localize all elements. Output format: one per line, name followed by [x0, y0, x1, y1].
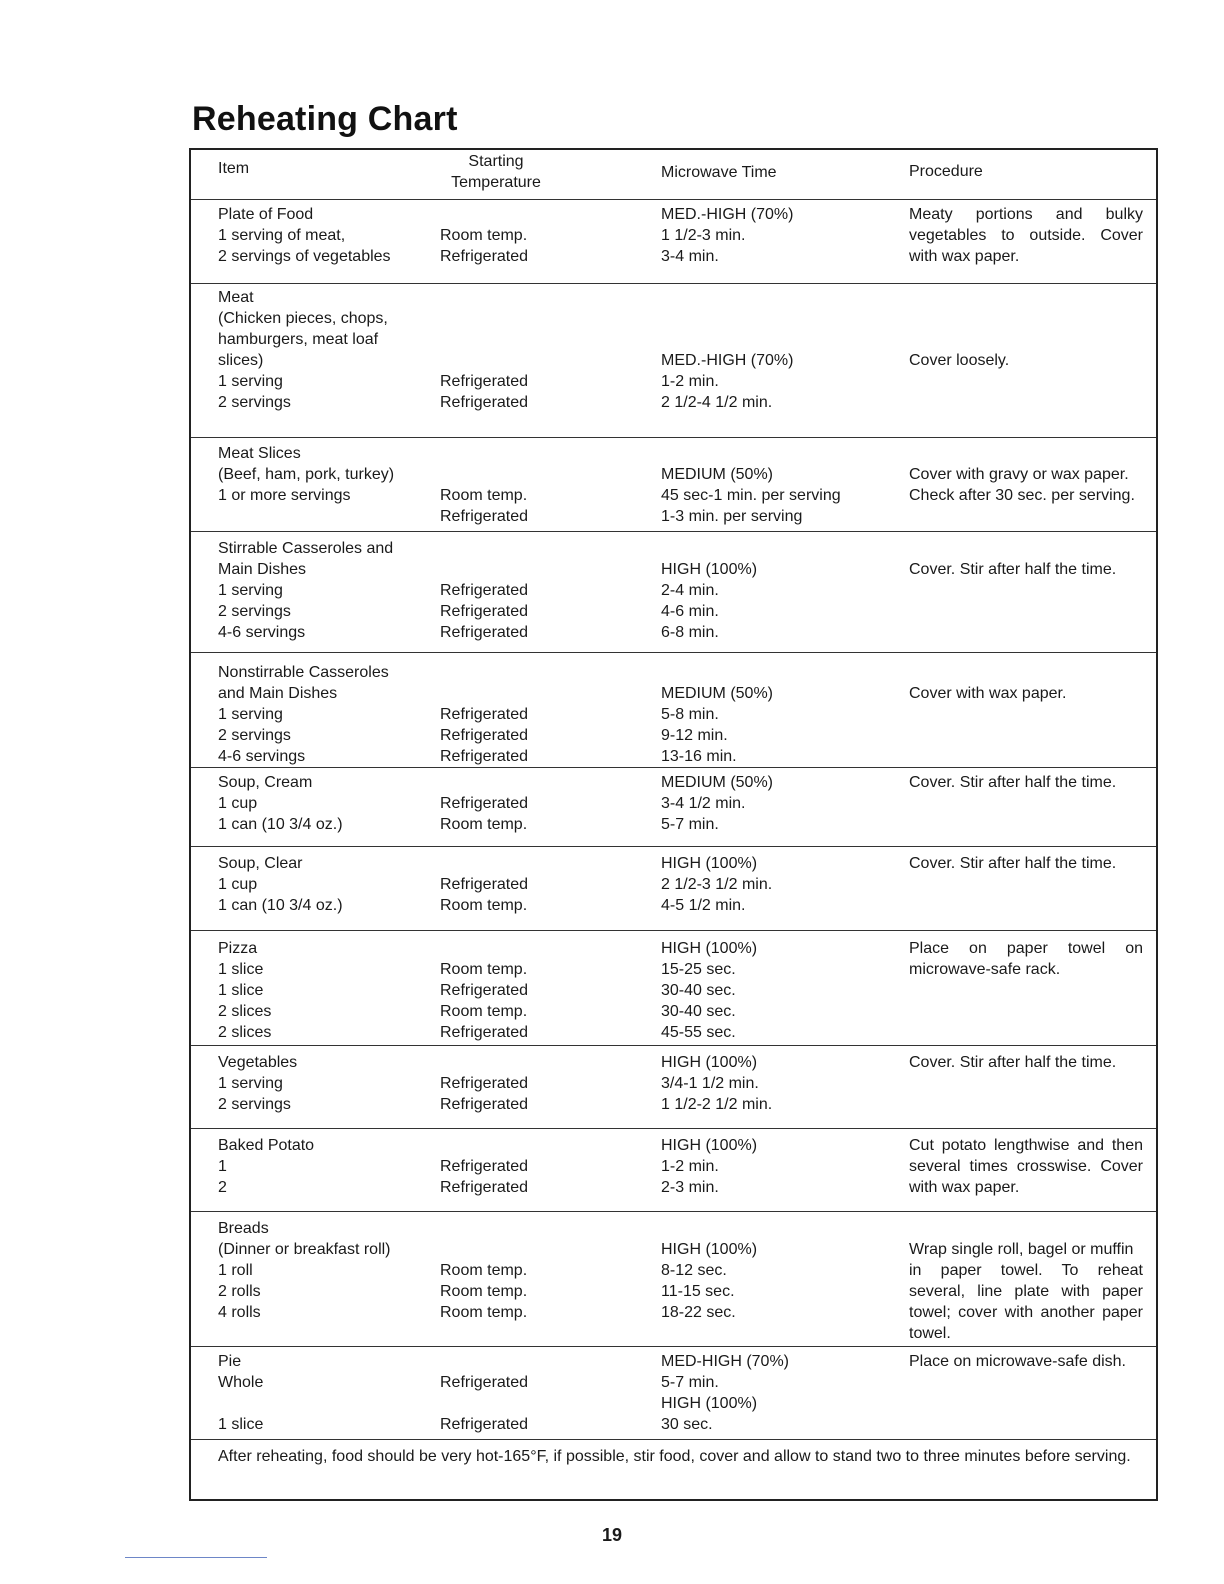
cell-time: 3-4 1/2 min.	[661, 795, 746, 812]
cell-procedure: towel; cover with another paper	[909, 1304, 1143, 1321]
cell-item: 1	[218, 1158, 227, 1175]
cell-temperature: Refrigerated	[440, 1024, 529, 1041]
cell-item: Meat	[218, 289, 254, 306]
cell-temperature: Refrigerated	[440, 748, 529, 765]
table-section	[191, 283, 1156, 438]
cell-procedure: Meaty portions and bulky	[909, 206, 1143, 223]
cell-item: 4-6 servings	[218, 748, 306, 765]
table-section	[191, 1128, 1156, 1212]
table-header	[191, 150, 1156, 199]
cell-time: MEDIUM (50%)	[661, 774, 774, 791]
cell-temperature: Refrigerated	[440, 1179, 529, 1196]
cell-time: 1 1/2-3 min.	[661, 227, 746, 244]
cell-time: HIGH (100%)	[661, 1054, 758, 1071]
cell-procedure: with wax paper.	[909, 248, 1020, 265]
cell-time: 30 sec.	[661, 1416, 713, 1433]
cell-temperature: Refrigerated	[440, 603, 529, 620]
cell-temperature: Refrigerated	[440, 373, 529, 390]
table-section	[191, 1211, 1156, 1347]
cell-item: 1 slice	[218, 1416, 264, 1433]
cell-item: 1 serving	[218, 373, 283, 390]
cell-procedure: Cover with wax paper.	[909, 685, 1067, 702]
cell-item: 1 can (10 3/4 oz.)	[218, 897, 343, 914]
cell-item: 2 servings of vegetables	[218, 248, 391, 265]
margin-rule	[125, 1557, 267, 1558]
cell-procedure: Cut potato lengthwise and then	[909, 1137, 1143, 1154]
table-section	[191, 1045, 1156, 1129]
header-time: Microwave Time	[661, 164, 777, 181]
cell-time: 2-3 min.	[661, 1179, 719, 1196]
cell-item: Pizza	[218, 940, 258, 957]
cell-item: 2 slices	[218, 1024, 272, 1041]
cell-item: Main Dishes	[218, 561, 307, 578]
cell-item: and Main Dishes	[218, 685, 338, 702]
cell-time: MED-HIGH (70%)	[661, 1353, 790, 1370]
cell-temperature: Refrigerated	[440, 582, 529, 599]
cell-item: 1 serving of meat,	[218, 227, 346, 244]
cell-time: MEDIUM (50%)	[661, 685, 774, 702]
cell-procedure: vegetables to outside. Cover	[909, 227, 1143, 244]
cell-time: MED.-HIGH (70%)	[661, 206, 794, 223]
cell-procedure: with wax paper.	[909, 1179, 1020, 1196]
header-temp-line1: Starting	[468, 153, 524, 170]
cell-item: 1 serving	[218, 1075, 283, 1092]
cell-temperature: Refrigerated	[440, 1374, 529, 1391]
cell-procedure: Check after 30 sec. per serving.	[909, 487, 1135, 504]
cell-time: 15-25 sec.	[661, 961, 736, 978]
cell-temperature: Refrigerated	[440, 624, 529, 641]
cell-item: 1 slice	[218, 961, 264, 978]
cell-item: 1 slice	[218, 982, 264, 999]
cell-item: (Dinner or breakfast roll)	[218, 1241, 391, 1258]
cell-time: 11-15 sec.	[661, 1283, 735, 1300]
cell-item: Soup, Cream	[218, 774, 313, 791]
cell-time: 18-22 sec.	[661, 1304, 736, 1321]
table-section	[191, 846, 1156, 931]
cell-time: 3-4 min.	[661, 248, 719, 265]
cell-time: 5-7 min.	[661, 1374, 719, 1391]
cell-temperature: Refrigerated	[440, 1075, 529, 1092]
cell-temperature: Refrigerated	[440, 394, 529, 411]
cell-time: HIGH (100%)	[661, 1395, 758, 1412]
cell-temperature: Refrigerated	[440, 795, 529, 812]
cell-temperature: Room temp.	[440, 227, 528, 244]
cell-procedure: Wrap single roll, bagel or muffin	[909, 1241, 1134, 1258]
cell-time: 1-2 min.	[661, 373, 719, 390]
cell-item: 1 serving	[218, 706, 283, 723]
cell-procedure: microwave-safe rack.	[909, 961, 1061, 978]
cell-temperature: Refrigerated	[440, 706, 529, 723]
cell-time: 6-8 min.	[661, 624, 719, 641]
cell-item: (Chicken pieces, chops,	[218, 310, 388, 327]
cell-item: 1 cup	[218, 876, 258, 893]
table-section	[191, 531, 1156, 653]
table-section	[191, 1346, 1156, 1440]
cell-procedure: Cover with gravy or wax paper.	[909, 466, 1129, 483]
cell-item: Meat Slices	[218, 445, 301, 462]
cell-item: 2 slices	[218, 1003, 272, 1020]
cell-temperature: Refrigerated	[440, 1096, 529, 1113]
cell-item: 1 cup	[218, 795, 258, 812]
cell-item: 4 rolls	[218, 1304, 261, 1321]
reheating-chart-table	[189, 148, 1158, 1501]
header-item: Item	[218, 160, 250, 177]
cell-procedure: Place on microwave-safe dish.	[909, 1353, 1126, 1370]
cell-procedure: in paper towel. To reheat	[909, 1262, 1143, 1279]
cell-temperature: Refrigerated	[440, 1158, 529, 1175]
cell-temperature: Room temp.	[440, 1283, 528, 1300]
cell-item: Vegetables	[218, 1054, 298, 1071]
header-procedure: Procedure	[909, 163, 983, 180]
cell-item: Whole	[218, 1374, 264, 1391]
cell-item: Soup, Clear	[218, 855, 303, 872]
cell-temperature: Room temp.	[440, 897, 528, 914]
cell-time: 2-4 min.	[661, 582, 719, 599]
table-section	[191, 930, 1156, 1046]
cell-item: 4-6 servings	[218, 624, 306, 641]
cell-item: 1 roll	[218, 1262, 253, 1279]
cell-temperature: Room temp.	[440, 487, 528, 504]
cell-time: 1 1/2-2 1/2 min.	[661, 1096, 773, 1113]
cell-temperature: Room temp.	[440, 961, 528, 978]
cell-item: slices)	[218, 352, 264, 369]
cell-procedure: Cover loosely.	[909, 352, 1010, 369]
cell-item: 1 serving	[218, 582, 283, 599]
cell-procedure: towel.	[909, 1325, 951, 1342]
cell-time: 2 1/2-3 1/2 min.	[661, 876, 773, 893]
cell-time: 8-12 sec.	[661, 1262, 727, 1279]
cell-time: 4-6 min.	[661, 603, 719, 620]
cell-time: 5-8 min.	[661, 706, 719, 723]
header-temp-line2: Temperature	[451, 174, 541, 191]
cell-item: Baked Potato	[218, 1137, 315, 1154]
cell-procedure: several times crosswise. Cover	[909, 1158, 1143, 1175]
cell-item: Plate of Food	[218, 206, 314, 223]
cell-item: (Beef, ham, pork, turkey)	[218, 466, 395, 483]
cell-time: 1-3 min. per serving	[661, 508, 803, 525]
table-section	[191, 199, 1156, 284]
cell-time: 4-5 1/2 min.	[661, 897, 746, 914]
cell-time: 2 1/2-4 1/2 min.	[661, 394, 773, 411]
footnote: After reheating, food should be very hot-165°F, if possible, stir food, cover and allow to stand two to three minutes before serving.	[218, 1448, 1131, 1465]
page-number: 19	[601, 1525, 623, 1545]
cell-procedure: Cover. Stir after half the time.	[909, 855, 1117, 872]
cell-time: 9-12 min.	[661, 727, 728, 744]
cell-time: MED.-HIGH (70%)	[661, 352, 794, 369]
cell-item: 1 can (10 3/4 oz.)	[218, 816, 343, 833]
cell-item: 2 servings	[218, 394, 291, 411]
cell-time: MEDIUM (50%)	[661, 466, 774, 483]
cell-item: 2 servings	[218, 1096, 291, 1113]
table-section	[191, 767, 1156, 847]
cell-item: 2 servings	[218, 603, 291, 620]
cell-temperature: Refrigerated	[440, 1416, 529, 1433]
cell-temperature: Refrigerated	[440, 727, 529, 744]
cell-item: Stirrable Casseroles and	[218, 540, 394, 557]
cell-time: HIGH (100%)	[661, 855, 758, 872]
cell-item: 2 servings	[218, 727, 291, 744]
cell-item: Pie	[218, 1353, 242, 1370]
cell-time: 13-16 min.	[661, 748, 737, 765]
cell-item: hamburgers, meat loaf	[218, 331, 379, 348]
cell-procedure: Cover. Stir after half the time.	[909, 561, 1117, 578]
cell-procedure: Cover. Stir after half the time.	[909, 1054, 1117, 1071]
cell-item: 1 or more servings	[218, 487, 351, 504]
cell-item: Breads	[218, 1220, 269, 1237]
cell-procedure: Cover. Stir after half the time.	[909, 774, 1117, 791]
cell-temperature: Refrigerated	[440, 508, 529, 525]
cell-time: 45 sec-1 min. per serving	[661, 487, 841, 504]
cell-time: HIGH (100%)	[661, 561, 758, 578]
cell-time: HIGH (100%)	[661, 1241, 758, 1258]
cell-procedure: Place on paper towel on	[909, 940, 1143, 957]
cell-temperature: Room temp.	[440, 1262, 528, 1279]
footnote-section	[191, 1439, 1156, 1502]
cell-time: 3/4-1 1/2 min.	[661, 1075, 759, 1092]
cell-time: HIGH (100%)	[661, 1137, 758, 1154]
cell-time: 30-40 sec.	[661, 982, 736, 999]
cell-item: 2	[218, 1179, 227, 1196]
cell-temperature: Room temp.	[440, 816, 528, 833]
table-section	[191, 437, 1156, 532]
cell-procedure: several, line plate with paper	[909, 1283, 1143, 1300]
cell-time: 30-40 sec.	[661, 1003, 736, 1020]
table-section	[191, 652, 1156, 768]
cell-temperature: Refrigerated	[440, 248, 529, 265]
cell-temperature: Refrigerated	[440, 876, 529, 893]
cell-item: 2 rolls	[218, 1283, 261, 1300]
cell-time: 45-55 sec.	[661, 1024, 736, 1041]
cell-time: HIGH (100%)	[661, 940, 758, 957]
cell-temperature: Room temp.	[440, 1304, 528, 1321]
cell-item: Nonstirrable Casseroles	[218, 664, 389, 681]
page-title: Reheating Chart	[192, 100, 458, 138]
cell-time: 5-7 min.	[661, 816, 719, 833]
cell-time: 1-2 min.	[661, 1158, 719, 1175]
cell-temperature: Room temp.	[440, 1003, 528, 1020]
cell-temperature: Refrigerated	[440, 982, 529, 999]
